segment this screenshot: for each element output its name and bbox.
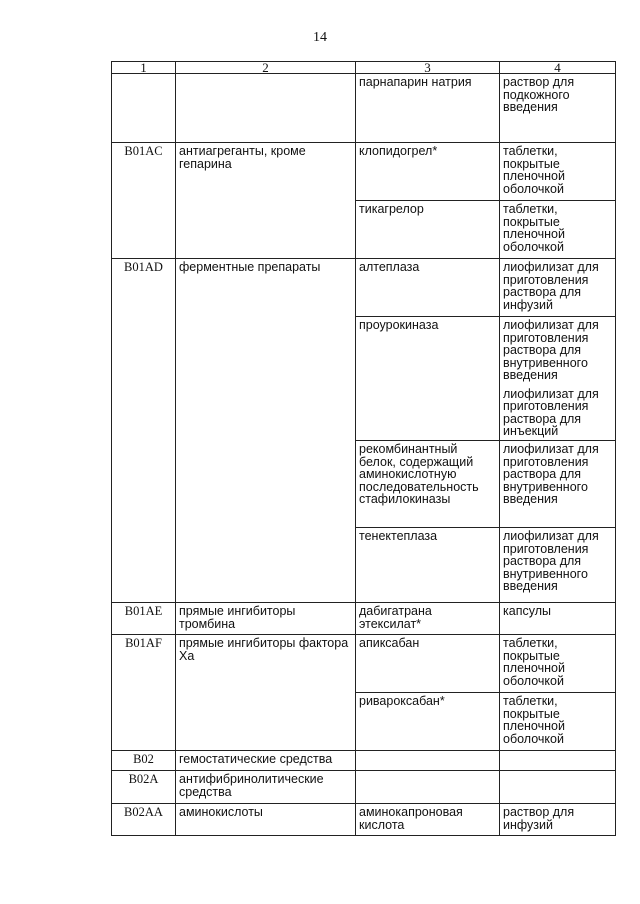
drug-cell — [356, 771, 500, 804]
group-cell: гемостатические средства — [176, 751, 356, 771]
atc-code-cell: B01AC — [112, 143, 176, 259]
table-row — [112, 603, 616, 635]
group-cell: аминокислоты — [176, 804, 356, 836]
dosage-form-cell — [500, 635, 616, 693]
table-row — [112, 771, 616, 804]
header-col-3: 3 — [356, 62, 500, 74]
dosage-form-cell — [500, 317, 616, 441]
drug-cell: проурокиназа — [356, 317, 500, 441]
dosage-form-cell — [500, 259, 616, 317]
atc-code-cell: B01AE — [112, 603, 176, 635]
table-row — [112, 751, 616, 771]
dosage-form-cell — [500, 751, 616, 771]
dosage-form-cell — [500, 693, 616, 751]
table-header-row — [112, 62, 616, 74]
page-number: 14 — [313, 30, 327, 45]
group-cell: прямые ингибиторы тромбина — [176, 603, 356, 635]
drug-cell: алтеплаза — [356, 259, 500, 317]
drug-cell — [356, 751, 500, 771]
dosage-form-cell — [500, 528, 616, 603]
dosage-form: таблетки, покрытые пленочной оболочкой — [503, 694, 565, 746]
dosage-form-cell — [500, 771, 616, 804]
group-cell: антиагреганты, кроме гепарина — [176, 143, 356, 259]
table-row — [112, 635, 616, 693]
group-cell: прямые ингибиторы фактора Ха — [176, 635, 356, 751]
drug-cell: дабигатрана этексилат* — [356, 603, 500, 635]
drug-cell: тенектеплаза — [356, 528, 500, 603]
drug-cell: рекомбинантный белок, содержащий аминокислотную последовательность стафилокиназы — [356, 441, 500, 528]
atc-code-cell: B01AF — [112, 635, 176, 751]
dosage-form: таблетки, покрытые пленочной оболочкой — [503, 144, 565, 196]
header-col-1: 1 — [112, 62, 176, 74]
dosage-form-cell — [500, 441, 616, 528]
dosage-form-cell — [500, 74, 616, 143]
dosage-form: раствор для инфузий — [503, 805, 575, 832]
drug-cell: тикагрелор — [356, 201, 500, 259]
dosage-form-cell — [500, 201, 616, 259]
dosage-form: таблетки, покрытые пленочной оболочкой — [503, 636, 565, 688]
dosage-form: лиофилизат для приготовления раствора для внутривенного введения — [503, 442, 599, 506]
table-row — [112, 143, 616, 201]
dosage-form: капсулы — [503, 604, 551, 618]
group-cell: антифибринолитические средства — [176, 771, 356, 804]
atc-code-cell: B02A — [112, 771, 176, 804]
dosage-form: лиофилизат для приготовления раствора для внутривенного введения — [503, 529, 599, 593]
drug-cell: клопидогрел* — [356, 143, 500, 201]
dosage-form: лиофилизат для приготовления раствора для внутривенного введения — [503, 318, 599, 382]
atc-code-cell: B02 — [112, 751, 176, 771]
header-col-4: 4 — [500, 62, 616, 74]
table-row — [112, 804, 616, 836]
atc-code-cell — [112, 74, 176, 143]
table-row — [112, 259, 616, 317]
drug-cell: апиксабан — [356, 635, 500, 693]
drug-cell: парнапарин натрия — [356, 74, 500, 143]
dosage-form: лиофилизат для приготовления раствора для инфузий — [503, 260, 599, 312]
dosage-form-cell — [500, 603, 616, 635]
atc-code-cell: B02AA — [112, 804, 176, 836]
drug-cell: аминокапроновая кислота — [356, 804, 500, 836]
dosage-form: раствор для подкожного введения — [503, 75, 575, 114]
atc-code-cell: B01AD — [112, 259, 176, 603]
dosage-form-cell — [500, 143, 616, 201]
dosage-form-cell — [500, 804, 616, 836]
drug-cell: ривароксабан* — [356, 693, 500, 751]
group-cell — [176, 74, 356, 143]
dosage-form: лиофилизат для приготовления раствора для инъекций — [503, 386, 599, 438]
dosage-form: таблетки, покрытые пленочной оболочкой — [503, 202, 565, 254]
group-cell: ферментные препараты — [176, 259, 356, 603]
table-row — [112, 74, 616, 143]
drug-table — [111, 61, 616, 836]
header-col-2: 2 — [176, 62, 356, 74]
